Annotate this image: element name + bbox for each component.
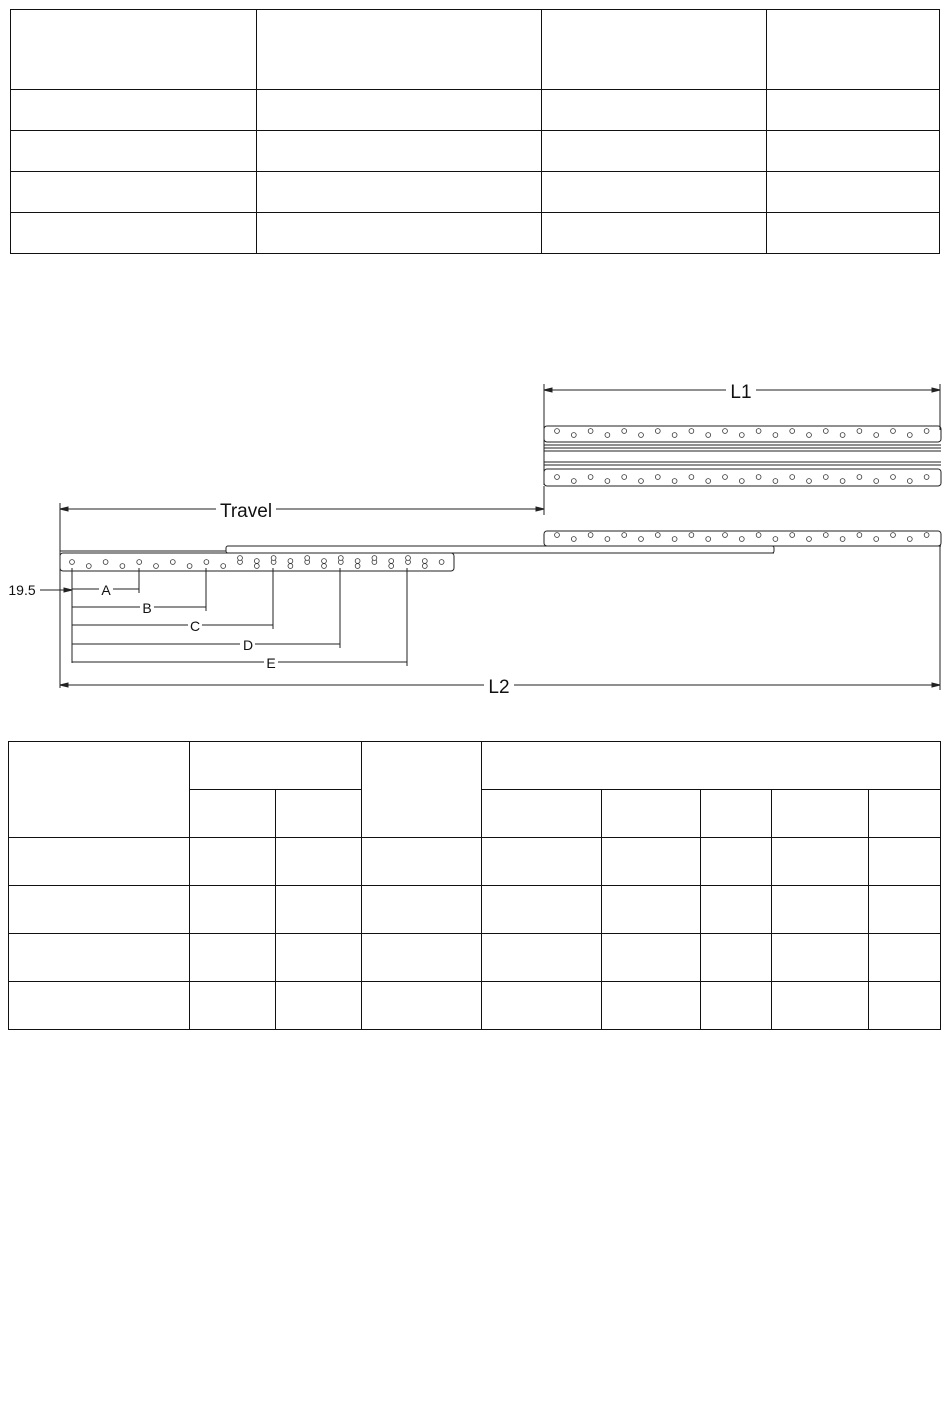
table-row [11, 172, 940, 213]
mounting-hole [874, 537, 879, 542]
table-cell [701, 790, 772, 838]
mounting-hole [588, 533, 593, 538]
table-cell [701, 934, 772, 982]
mounting-hole [406, 556, 411, 561]
table-cell [542, 90, 767, 131]
offset-label: 19.5 [8, 582, 36, 598]
arrow-head [60, 507, 68, 511]
mounting-hole [840, 479, 845, 484]
mounting-hole [823, 533, 828, 538]
table-cell [602, 982, 701, 1030]
mounting-hole [389, 564, 394, 569]
table-cell [11, 172, 257, 213]
mounting-hole [571, 537, 576, 542]
table-cell [9, 838, 190, 886]
mounting-hole [154, 564, 159, 569]
table-cell [767, 131, 940, 172]
table-cell [276, 886, 362, 934]
mounting-hole [706, 537, 711, 542]
table-cell [602, 934, 701, 982]
mounting-hole [238, 556, 243, 561]
mounting-hole [689, 429, 694, 434]
table-cell [869, 790, 941, 838]
table-row [9, 886, 941, 934]
mounting-hole [355, 559, 360, 564]
table-cell [772, 790, 869, 838]
mounting-hole [571, 433, 576, 438]
table-cell [190, 886, 276, 934]
table-cell [11, 90, 257, 131]
mounting-hole [739, 479, 744, 484]
mounting-holes [70, 429, 929, 569]
table-cell [869, 886, 941, 934]
mounting-hole [86, 564, 91, 569]
mounting-hole [439, 560, 444, 565]
d-label: D [242, 637, 254, 653]
mounting-hole [254, 559, 259, 564]
table-cell [11, 213, 257, 254]
mounting-hole [907, 537, 912, 542]
mounting-hole [639, 537, 644, 542]
mounting-hole [288, 564, 293, 569]
table-cell [542, 172, 767, 213]
mounting-hole [622, 475, 627, 480]
mounting-hole [689, 475, 694, 480]
mounting-hole [588, 475, 593, 480]
table-cell [542, 131, 767, 172]
table-cell [482, 790, 602, 838]
mounting-hole [857, 475, 862, 480]
mounting-hole [807, 537, 812, 542]
table-row [9, 838, 941, 886]
l1-label: L1 [730, 382, 752, 403]
top-spec-table [10, 9, 940, 254]
b-label: B [142, 600, 152, 616]
table-cell [701, 886, 772, 934]
table-cell [276, 838, 362, 886]
table-cell [772, 838, 869, 886]
c-label: C [189, 618, 201, 634]
table-cell [362, 838, 482, 886]
table-cell [767, 10, 940, 90]
mounting-hole [924, 429, 929, 434]
mounting-hole [823, 475, 828, 480]
travel-label: Travel [219, 501, 273, 522]
table-cell [767, 172, 940, 213]
mounting-hole [605, 479, 610, 484]
mounting-hole [389, 559, 394, 564]
mounting-hole [305, 556, 310, 561]
e-label: E [266, 655, 276, 671]
table-row [11, 10, 940, 90]
table-cell [482, 934, 602, 982]
mounting-hole [639, 433, 644, 438]
table-cell [482, 982, 602, 1030]
table-cell [542, 213, 767, 254]
table-cell [190, 982, 276, 1030]
mounting-hole [823, 429, 828, 434]
mounting-hole [723, 429, 728, 434]
table-cell [11, 131, 257, 172]
mounting-hole [773, 479, 778, 484]
mounting-hole [706, 433, 711, 438]
mounting-hole [555, 533, 560, 538]
mounting-hole [571, 479, 576, 484]
mounting-hole [924, 475, 929, 480]
mounting-hole [773, 537, 778, 542]
table-row [11, 90, 940, 131]
table-cell [11, 10, 257, 90]
arrow-head [536, 507, 544, 511]
mounting-hole [756, 533, 761, 538]
mounting-hole [655, 429, 660, 434]
table-cell [190, 934, 276, 982]
middle-rail [226, 546, 774, 553]
mounting-hole [422, 559, 427, 564]
table-cell [602, 838, 701, 886]
l2-label: L2 [488, 677, 510, 698]
table-cell [772, 934, 869, 982]
table-cell [701, 838, 772, 886]
mounting-hole [137, 560, 142, 565]
table-cell [701, 982, 772, 1030]
table-cell [9, 934, 190, 982]
mounting-hole [655, 475, 660, 480]
mounting-hole [756, 429, 761, 434]
mounting-hole [739, 433, 744, 438]
mounting-hole [672, 479, 677, 484]
arrow-head [544, 388, 552, 392]
mounting-hole [322, 564, 327, 569]
table-cell [767, 213, 940, 254]
mounting-hole [605, 433, 610, 438]
mounting-hole [807, 479, 812, 484]
mounting-hole [639, 479, 644, 484]
table-row [9, 982, 941, 1030]
bottom-spec-table [8, 741, 941, 1030]
table-cell [482, 886, 602, 934]
mounting-hole [706, 479, 711, 484]
mounting-hole [857, 429, 862, 434]
table-cell [482, 838, 602, 886]
table-cell [772, 886, 869, 934]
mounting-hole [840, 433, 845, 438]
mounting-hole [588, 429, 593, 434]
mounting-hole [103, 560, 108, 565]
mounting-hole [857, 533, 862, 538]
table-cell [190, 790, 276, 838]
table-cell [362, 982, 482, 1030]
table-row [11, 131, 940, 172]
mounting-hole [672, 433, 677, 438]
mounting-hole [907, 433, 912, 438]
table-row [11, 213, 940, 254]
mounting-hole [874, 479, 879, 484]
mounting-hole [723, 475, 728, 480]
table-cell [276, 790, 362, 838]
arrow-head [64, 588, 72, 592]
table-cell [257, 90, 542, 131]
table-cell [602, 790, 701, 838]
mounting-hole [622, 429, 627, 434]
table-cell [362, 934, 482, 982]
slide-rail-drawing [0, 370, 950, 700]
table-cell [257, 131, 542, 172]
mounting-hole [790, 429, 795, 434]
mounting-hole [555, 475, 560, 480]
table-row [9, 934, 941, 982]
mounting-hole [891, 429, 896, 434]
table-cell [9, 886, 190, 934]
table-cell [9, 742, 190, 838]
table-cell [767, 90, 940, 131]
mounting-hole [187, 564, 192, 569]
mounting-hole [372, 556, 377, 561]
mounting-hole [773, 433, 778, 438]
mounting-hole [221, 564, 226, 569]
mounting-hole [288, 559, 293, 564]
table-cell [869, 982, 941, 1030]
mounting-hole [655, 533, 660, 538]
table-cell [772, 982, 869, 1030]
mounting-hole [254, 564, 259, 569]
a-label: A [101, 582, 111, 598]
mounting-hole [874, 433, 879, 438]
mounting-hole [422, 564, 427, 569]
mounting-hole [891, 533, 896, 538]
arrow-head [932, 683, 940, 687]
mounting-hole [689, 533, 694, 538]
mounting-hole [672, 537, 677, 542]
mounting-hole [70, 560, 75, 565]
table-cell [869, 934, 941, 982]
mounting-hole [555, 429, 560, 434]
table-cell [602, 886, 701, 934]
arrow-head [60, 683, 68, 687]
table-cell [257, 213, 542, 254]
mounting-hole [924, 533, 929, 538]
mounting-hole [355, 564, 360, 569]
mounting-hole [739, 537, 744, 542]
mounting-hole [120, 564, 125, 569]
mounting-hole [756, 475, 761, 480]
table-cell [190, 838, 276, 886]
mounting-hole [891, 475, 896, 480]
table-cell [9, 982, 190, 1030]
table-cell [362, 886, 482, 934]
table-cell [276, 934, 362, 982]
arrow-head [932, 388, 940, 392]
table-cell [276, 982, 362, 1030]
mounting-hole [723, 533, 728, 538]
mounting-hole [170, 560, 175, 565]
table-cell [257, 172, 542, 213]
table-cell [257, 10, 542, 90]
table-cell [362, 742, 482, 838]
mounting-hole [605, 537, 610, 542]
table-row [9, 742, 941, 790]
mounting-hole [907, 479, 912, 484]
mounting-hole [840, 537, 845, 542]
mounting-hole [338, 556, 343, 561]
table-cell [542, 10, 767, 90]
mounting-hole [790, 533, 795, 538]
table-cell [190, 742, 362, 790]
mounting-hole [271, 556, 276, 561]
mounting-hole [807, 433, 812, 438]
table-cell [482, 742, 941, 790]
table-cell [869, 838, 941, 886]
mounting-hole [790, 475, 795, 480]
mounting-hole [204, 560, 209, 565]
mounting-hole [322, 559, 327, 564]
mounting-hole [622, 533, 627, 538]
